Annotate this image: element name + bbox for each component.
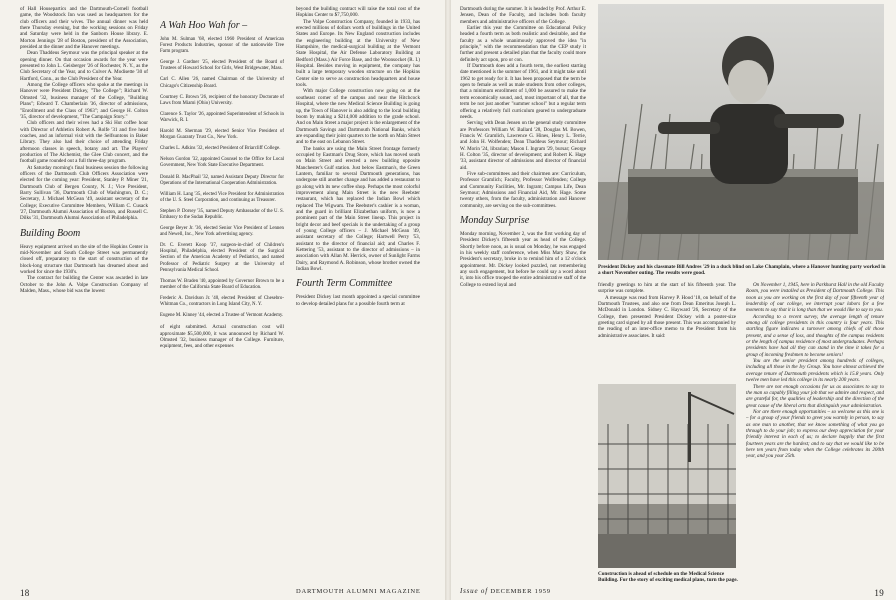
running-head-left: DARTMOUTH ALUMNI MAGAZINE (296, 588, 421, 595)
list-item: Charles L. Adkins '32, elected President of Briarcliff College. (160, 146, 281, 152)
paragraph: Five sub-committees and their chairmen are: Curriculum, Professor Gramlich; Faculty, Professor Wolfenden; College and Community Facilities, Mr. Ingram; Campus Life, Dean Seymour; Admissions and Financial Aid, Mr. Hage. Some twenty others, from the faculty, administration and Hanover community, are serving on the sub-committees. (460, 170, 586, 209)
list-item: Eugene M. Kinney '44, elected a Trustee of Vermont Academy. (160, 313, 284, 319)
running-head-right (460, 587, 551, 595)
left-page (0, 0, 446, 600)
paragraph: beyond the building contract will raise the total cost of the Hopkins Center to $7,750,000. (296, 6, 420, 19)
right-page (450, 0, 896, 600)
paragraph: According to a recent survey, the average length of tenure among all college presidents in this country is four years. This startling figure indicates a turnover among chiefs of all those present, and a sense of loss, and thoughts of the campus residents or the length of campus residence of most undergraduates. Perhaps presidents have had all they can stand in the time it takes for a group of incoming freshmen to become seniors! (746, 313, 884, 358)
paragraph: of Hall Housepartics and the Dartmouth-Cornell football game, the Woodstock Inn was used as headquarters for the club officers and their wives. The annual dinner was held there Thursday evening, but the working sessions on Friday and Saturday were held in the Sanborn House library. E. Morton Jennings '28 of Boston, president of the Association, presided at the dinner and the Hanover meetings. (20, 6, 148, 51)
paragraph: The Volpe Construction Company, founded in 1933, has erected millions of dollars worth of buildings in the United States and Europe. Its New England construction includes the engineering building at the University of New Hampshire, the medical-surgical building at the Vermont State Hospital, the Air Defense Laboratory Building at Bedford (Mass.) Air Force Base, and the Woonsocket (R. I.) Hospital. Besides moving in equipment, the company has built a large temporary wooden structure on the Hopkins Center site to serve as construction headquarters and house tools. (296, 18, 420, 89)
right-column-3-memo (746, 282, 884, 582)
paragraph: of eight submitted. Actual construction cost will approximate $5,500,000, it was announced by Richard W. Olmsted '32, business manager of the College. Furniture, equipment, fees, and other expenses (160, 324, 284, 350)
paragraph: Serving with Dean Jensen on the general study committee are Professors William W. Ballard '28, Douglas M. Bowen, Francis W. Gramlich, Lawrence G. Hines, Henry L. Terrie, and John H. Wolfenden; Dean Thaddeus Seymour; Richard W. Morin '24, librarian; Mason I. Ingram '29, bursar; George H. Colton '35, director of development; and Robert K. Hage '33, assistant director of admissions and director of financial aid. (460, 120, 586, 171)
list-item: Clarence S. Taylor '26, appointed Superintendent of Schools in Warwick, R. I. (160, 111, 284, 123)
paragraph: At Saturday morning's final business session the following officers of the Dartmouth Club Officers Association were elected for the coming year: President, Stanley P. Miner '21, Dartmouth Club of Bergen County, N. J.; Vice President, Barry Sullivan '36, Dartmouth Club of Washington, D. C.; Secretary, J. Michael McGean '49, assistant secretary of the College; Executive Committee Members, William C. Cusack '27, Dartmouth Alumni Association of Boston, and Russell C. Dilks '31, Dartmouth Alumni Association of Philadelphia. (20, 164, 148, 222)
paragraph: President Dickey last month appointed a special committee to develop detailed plans for a possible fourth term at (296, 294, 420, 307)
duck-blind-image (598, 4, 884, 260)
list-item: Stephen P. Dorsey '35, named Deputy Ambassador of the U. S. Embassy to the Sudan Republic. (160, 208, 284, 220)
paragraph: Monday morning, November 2, was the first working day of President Dickey's fifteenth year as head of the College. Shortly before noon, as is usual on Monday, he was engaged in his weekly staff conference, when Miss Mary Shaw, the President's secretary, broke in to remind him of a 12 o'clock appointment. Mr. Dickey looked puzzled, not remembering any such engagement, but before he could say a word about it, into his office trooped the entire administrative staff of the College to extend loyal and (460, 231, 586, 288)
paragraph: A message was read from Harvey P. Hood '18, on behalf of the Dartmouth Trustees, and also one from Dean Emeritus Joseph L. McDonald in London. Sidney C. Hayward '26, Secretary of the College, then presented President Dickey with a poster-size greeting card signed by all those present. This was accompanied by the reading of an inter-office memo to the President from his administrative associates. It said: (598, 294, 736, 339)
construction-image (598, 384, 736, 568)
list-item: John M. Sulman '68, elected 1960 President of American Forest Products Industries, sponsor of the nationwide Tree Farm program. (160, 37, 284, 55)
section-heading-monday-surprise: Monday Surprise (460, 215, 530, 226)
list-item: William H. Lang '35, elected Vice President for Administration of the U. S. Steel Corporation, and continuing as Treasurer. (160, 191, 284, 203)
list-item: Thomas W. Braden '40, appointed by Governor Brown to be a member of the California State Board of Education. (160, 278, 284, 290)
list-item: George J. Gardner '25, elected President of the Board of Trustees of Howard School for Girls, West Bridgewater, Mass. (160, 60, 284, 72)
list-item: Donald B. MacPhail '32, named Assistant Deputy Director for Operations of the International Cooperation Administration. (160, 174, 284, 186)
list-item: Courtney C. Brown '26, recipient of the honorary Doctorate of Laws from Miami (Ohio) University. (160, 94, 284, 106)
issue-label: Issue of (460, 587, 488, 595)
page-number-right: 19 (874, 588, 884, 598)
paragraph: The banks are using the Main Street frontage formerly occupied by Eastman's Drug Store, which has moved south on Main Street and erected a new building opposite Manchester's Gulf station. Just below Eastman's, the Green Lantern, familiar to several Dartmouth generations, has undergone still another change and has added a restaurant to go along with its new coffee shop. Perhaps the most colorful improvement along Main Street is the new Reebster restaurant, which has replaced the Indian Bowl which replaced The Wigwam. The Reebster's cashier is a woman, and the guard in brilliant Elizabethan uniform, is now a prominent part of the Main Street lineup. This project in bright decor and beef specials is the undertaking of a group of young College officers – J. Michael McGean '49, assistant secretary of the College; Hartwell Perry '53, assistant to the director of financial aid; and Charles F. Kettering '53, assistant to the director of admissions – in association with Allan M. Herrick, owner of Sunlight Farms Dairy, and Raymond A. Robinson, whose brother owned the Indian Bowl. (296, 145, 420, 273)
paragraph: With major College construction now going on at the southeast corner of the campus and near the Hitchcock Hospital, where the new Medical Science Building is going up, the Town of Hanover is also adding to the local building boom by making a $214,000 addition to the grade school. And on Main Street a major project is the enlargement of the Dartmouth Savings and Dartmouth National Banks, which are expanding their joint quarters to the north on Main Street and to the east on Lebanon Street. (296, 88, 420, 146)
section-heading-fourth-term: Fourth Term Committee (296, 278, 393, 290)
photo-duck-blind (598, 4, 884, 260)
list-item: Frederic A. Davidson Jr. '40, elected President of Chesebro-Whitman Co., contractors in Long Island City, N. Y. (160, 295, 284, 307)
paragraph: friendly greetings to him at the start of his fifteenth year. The surprise was complete. (598, 282, 736, 295)
photo-caption-construction: Construction is ahead of schedule on the Medical Science Building. For the story of exciting medical plans, turn the page. (598, 571, 738, 584)
sidebar-list (160, 37, 284, 319)
left-column-1 (20, 6, 148, 581)
paragraph: Dean Thaddeus Seymour was the principal speaker at the opening dinner. On that occasion awards for the year were presented to John L. Geisberger '26 of Rochester, N. Y., as the Club Secretary of the Year, and to Culver A. Modisette '30 of Hartford, Conn., as the Club President of the Year. (20, 50, 148, 82)
paragraph: Earlier this year the Committee on Educational Policy headed a fourth term as both realistic and desirable, and the faculty as a whole unanimously approved the idea "in principle," with the recommendation that the CEP study it further and present a detailed plan that the faculty could more definitely act upon, pro or con. (460, 25, 586, 63)
paragraph: There are not enough occasions for us as associates to say to the man so capably filling your job that we admire and respect, and are grateful for, the qualities of leadership and the direction of the great cause of the liberal arts that distinguish your administration. (746, 383, 884, 409)
section-heading-building-boom: Building Boom (20, 227, 81, 239)
list-item: Carl C. Allen '26, named Chairman of the University of Chicago's Citizenship Board. (160, 77, 284, 89)
paragraph: Among the College officers who spoke at the meetings in Hanover were President Dickey, "The College"; Richard W. Olmsted '32, business manager of the College, "Building Plans"; Edward T. Chamberlain '36, director of admissions, "Enrollment and the Class of 1963"; and George H. Colton '35, director of development, "The Campaign Story." (20, 82, 148, 120)
paragraph: The contract for building the Center was awarded in late October to the John A. Volpe Construction Company of Malden, Mass., whose bid was the lowest (20, 275, 148, 295)
issue-date: DECEMBER 1959 (490, 588, 551, 595)
list-item: George Beyer Jr. '36, elected Senior Vice President of Lennen and Newell, Inc., New York advertising agency. (160, 226, 284, 238)
page-number-left: 18 (20, 588, 30, 598)
list-item: Nelson Gordon '32, appointed Counsel to the Office for Local Government, New York State Executive Department. (160, 157, 284, 169)
paragraph: Heavy equipment arrived on the site of the Hopkins Center in mid-November and South College Street was permanently closed off, preparatory to the start of construction of the block-long structure that Dartmouth has dreamed about and worked for since the 1930's. (20, 243, 148, 276)
paragraph: Dartmouth during the summer. It is headed by Prof. Arthur E. Jensen, Dean of the Faculty, and includes both faculty members and administrative officers of the College. (460, 6, 586, 25)
paragraph: On November 1, 1945, here in Parkhurst Hall in the old Faculty Room, you were installed as President of Dartmouth College. This noon as you are working on the first day of your fifteenth year of leadership of our college, we interrupt your labors for a few moments to say that it is long than that we would like to say to you. (746, 282, 884, 314)
left-column-2 (160, 6, 284, 581)
list-item: Harold M. Sherman '29, elected Senior Vice President of Morgan Guaranty Trust Co., New York. (160, 129, 284, 141)
photo-construction (598, 384, 736, 568)
paragraph: If Dartmouth does add a fourth term, the earliest starting date mentioned is the summer of 1961, and it might take until 1962 to get ready for it. It has been proposed that the term be open to female as well as male students from other colleges, that a minimum enrollment of 1,000 be assured to make the term economically sound, and, most important of all, that the term be not just another "summer school" but a regular term offering a relatively full curriculum geared to undergraduate needs. (460, 63, 586, 120)
list-item: Dr. C. Everett Koop '37, surgeon-in-chief of Children's Hospital, Philadelphia, elected President of the Surgical Section of the American Academy of Pediatrics, and named Professor of Pediatric Surgery at the University of Pennsylvania Medical School. (160, 243, 284, 273)
photo-caption-duck-blind: President Dickey and his classmate Bill Andres '29 in a duck blind on Lake Champlain, where a Hanover hunting party worked in a short November outing. The results were good. (598, 264, 886, 277)
paragraph: Nor are there enough opportunities – so welcome as this one is – for a group of your friends to greet you warmly in person, to say as one man to another, that we know something of what you go through to do your job; to express our deep appreciation for your friendly interest in each of us; to declare happily that the first fourteen years are the hardest; and to say that we would like to be here ten years from today when the College celebrates its 200th year, and you your 25th. (746, 408, 884, 460)
sidebar-heading: A Wah Hoo Wah for – (160, 20, 248, 31)
left-column-3 (296, 6, 420, 581)
paragraph: Club officers and their wives had a Ski Hut coffee hour with Director of Athletics Robert A. Rolfe '31 and five head coaches, and an informal visit with the Selfsuntons in Baker Library. They also had their choice of attending Friday afternoon classes in speech, botany and art. The Players' production of The Alchemist, the Glee Club concert, and the football game rounded out a full three-day program. (20, 120, 148, 165)
paragraph: You are the senior president among hundreds of colleges, including all those in the Ivy Group. You have almost achieved the average tenure of Dartmouth presidents which is 15.8 years. Only twelve men have led this college in its nearly 200 years. (746, 358, 884, 384)
right-column-1 (460, 6, 586, 581)
